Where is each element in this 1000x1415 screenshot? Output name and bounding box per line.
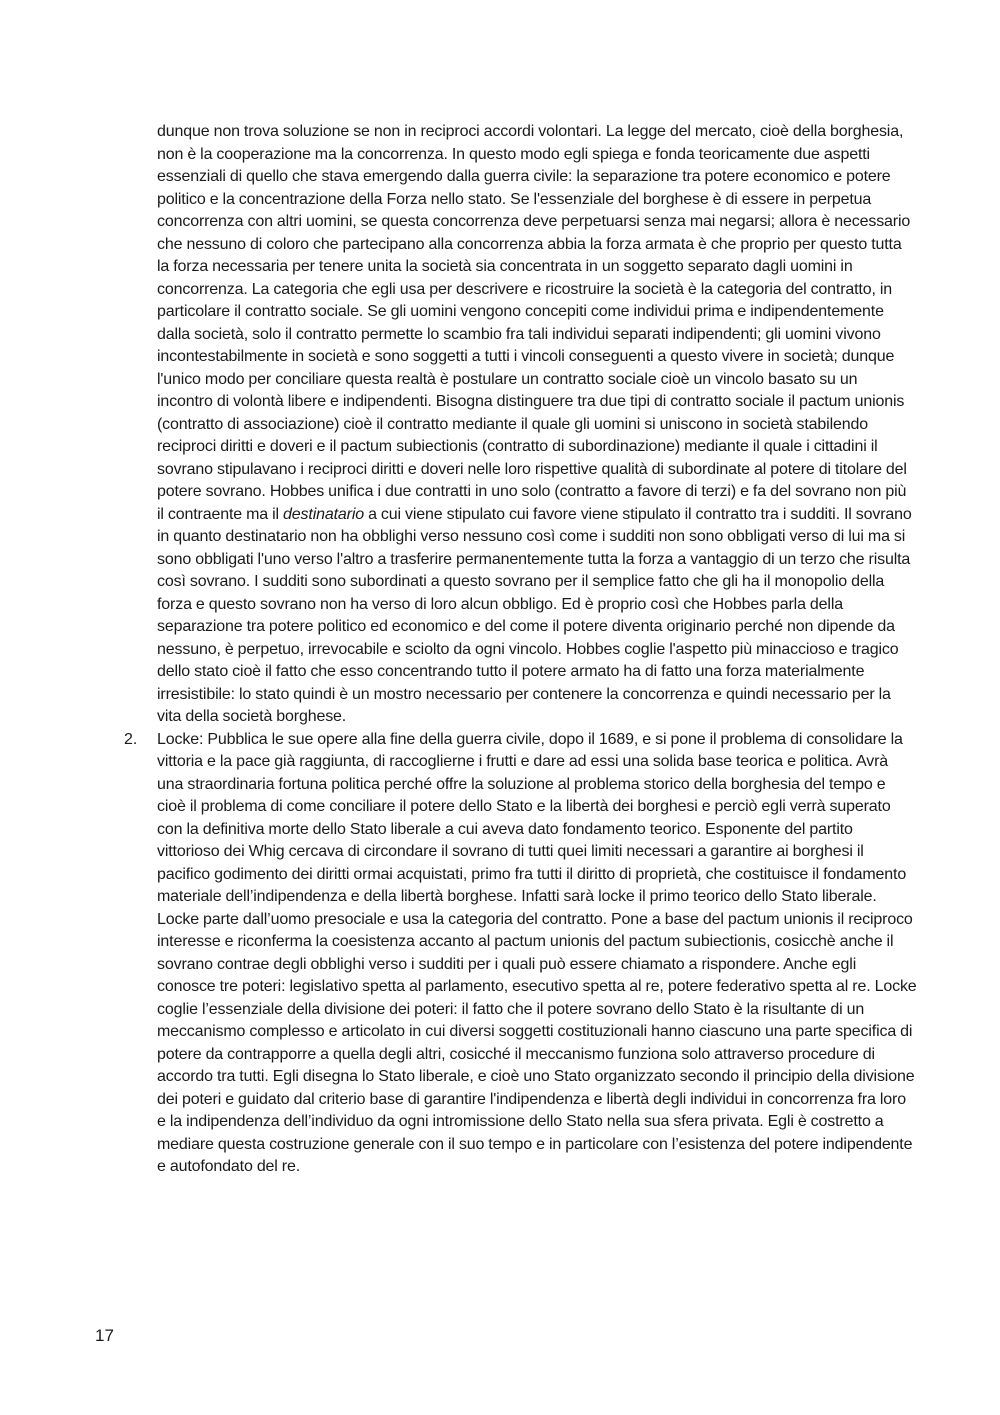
list-item-number: 2. [124,730,138,748]
italic-term: destinatario [283,505,364,523]
body-text [124,121,917,1179]
list-item [124,729,917,1179]
paragraph-text-part-1: dunque non trova soluzione se non in reciproci accordi volontari. La legge del mercato, cioè della borghesia, non è la cooperazione ma la concorrenza. In questo modo egli spiega e fonda teoricamente due aspetti essenziali di quello che stava emergendo dalla guerra civile: la separazione tra potere economico e potere politico e la concentrazione della Forza nello stato. Se l'essenziale del borghese è di essere in perpetua concorrenza con altri uomini, se questa concorrenza deve perpetuarsi senza mai negarsi; allora è necessario che nessuno di coloro che partecipano alla concorrenza abbia la forza armata è che proprio per questo tutta la forza necessaria per tenere unita la società sia concentrata in un soggetto separato dagli uomini in concorrenza. La categoria che egli usa per descrivere e ricostruire la società è la categoria del contratto, in particolare il contratto sociale. Se gli uomini vengono concepiti come individui prima e indipendentemente dalla società, solo il contratto permette lo scambio fra tali individui separati indipendenti; gli uomini vivono incontestabilmente in società e sono soggetti a tutti i vincoli conseguenti a questo vivere in società; dunque l'unico modo per conciliare questa realtà è postulare un contratto sociale cioè un vincolo basato su un incontro di volontà libere e indipendenti. Bisogna distinguere tra due tipi di contratto sociale il pactum unionis (contratto di associazione) cioè il contratto mediante il quale gli uomini si uniscono in società stabilendo reciproci diritti e doveri e il pactum subiectionis (contratto di subordinazione) mediante il quale i cittadini il sovrano stipulavano i reciproci diritti e doveri nelle loro rispettive qualità di subordinate al potere di titolare del potere sovrano. Hobbes unifica i due contratti in uno solo (contratto a favore di terzi) e fa del sovrano non più il contraente ma il [157,123,911,523]
page-number: 17 [95,1326,114,1345]
continuation-paragraph [157,121,917,729]
list-item-text: Locke: Pubblica le sue opere alla fine della guerra civile, dopo il 1689, e si pone il problema di consolidare la vittoria e la pace già raggiunta, di raccoglierne i frutti e dare ad essi una solida base teorica e politica. Avrà una straordinaria fortuna politica perché offre la soluzione al problema storico della borghesia del tempo e cioè il problema di come conciliare il potere dello Stato e la libertà dei borghesi e perciò egli verrà superato con la definitiva morte dello Stato liberale a cui aveva dato fondamento teorico. Esponente del partito vittorioso dei Whig cercava di circondare il sovrano di tutti quei limiti necessari a garantire ai borghesi il pacifico godimento dei diritti ormai acquistati, primo fra tutti il diritto di proprietà, che costituisce il fondamento materiale dell’indipendenza e della libertà borghese. Infatti sarà locke il primo teorico dello Stato liberale. Locke parte dall’uomo presociale e usa la categoria del contratto. Pone a base del pactum unionis il reciproco interesse e riconferma la coesistenza accanto al pactum unionis del pactum subiectionis, cosicchè anche il sovrano contrae degli obblighi verso i sudditi per i quali può essere chiamato a rispondere. Anche egli conosce tre poteri: legislativo spetta al parlamento, esecutivo spetta al re, potere federativo spetta al re. Locke coglie l’essenziale della divisione dei poteri: il fatto che il potere sovrano dello Stato è la risultante di un meccanismo complesso e articolato in cui diversi soggetti costituzionali hanno ciascuno una parte specifica di potere da contrapporre a quella degli altri, cosicché il meccanismo funziona solo attraverso procedure di accordo tra tutti. Egli disegna lo Stato liberale, e cioè uno Stato organizzato secondo il principio della divisione dei poteri e guidato dal criterio base di garantire l'indipendenza e libertà degli individui in concorrenza fra loro e la indipendenza dell’individuo da ogni intromissione dello Stato nella sua sfera privata. Egli è costretto a mediare questa costruzione generale con il suo tempo e in particolare con l’esistenza del potere indipendente e autofondato del re. [157,730,917,1175]
paragraph-text-part-2: a cui viene stipulato cui favore viene stipulato il contratto tra i sudditi. Il sovrano in quanto destinatario non ha obblighi verso nessuno così come i sudditi non sono obbligati verso di lui ma si sono obbligati l'uno verso l'altro a trasferire permanentemente tutta la forza a vantaggio di un terzo che risulta così sovrano. I sudditi sono subordinati a questo sovrano per il semplice fatto che gli ha il monopolio della forza e questo sovrano non ha verso di loro alcun obbligo. Ed è proprio così che Hobbes parla della separazione tra potere politico ed economico e del come il potere diventa originario perché non dipende da nessuno, è perpetuo, irrevocabile e sciolto da ogni vincolo. Hobbes coglie l'aspetto più minaccioso e tragico dello stato cioè il fatto che esso concentrando tutto il potere armato ha di fatto una forza materialmente irresistibile: lo stato quindi è un mostro necessario per contenere la concorrenza e quindi necessario per la vita della società borghese. [157,505,912,725]
